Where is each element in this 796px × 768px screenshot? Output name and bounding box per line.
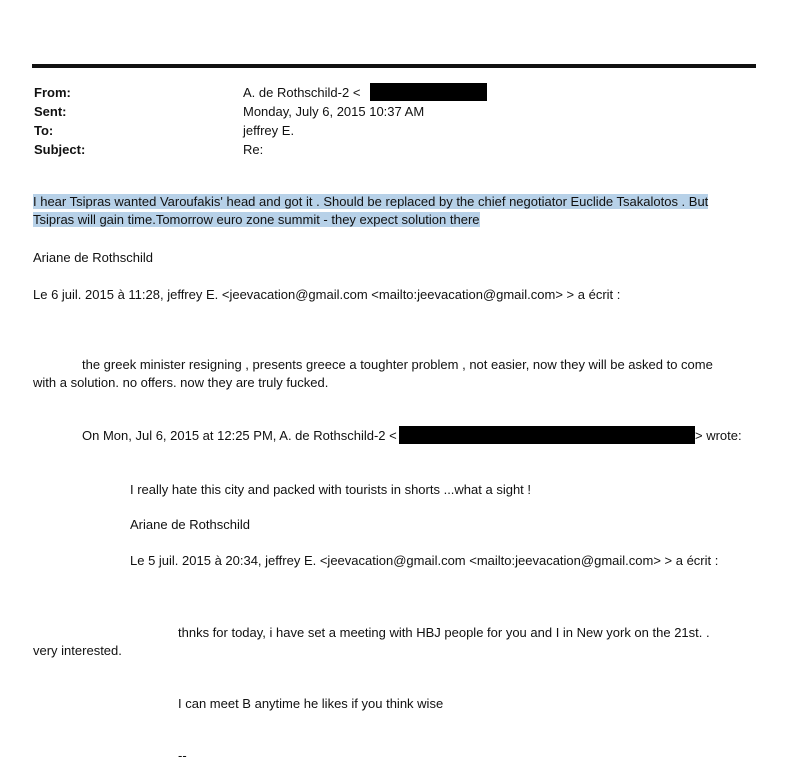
from-value: A. de Rothschild-2 < (243, 85, 361, 100)
quoted-message-line: with a solution. no offers. now they are truly fucked. (33, 375, 329, 390)
signature: Ariane de Rothschild (33, 250, 153, 265)
quoted-message: I can meet B anytime he likes if you think wise (178, 696, 444, 711)
highlighted-line-2 (33, 211, 480, 228)
quoted-message-line: the greek minister resigning , presents greece a toughter problem , not easier, now they will be asked to come (82, 357, 713, 372)
signature: Ariane de Rothschild (130, 517, 250, 532)
quoted-message-line: very interested. (33, 643, 122, 658)
redaction-bar (370, 83, 487, 101)
quote-intro-suffix: > wrote: (695, 428, 742, 443)
signature-dashes: -- (178, 748, 187, 763)
header-divider (32, 64, 756, 68)
subject-label: Subject: (34, 142, 86, 157)
quoted-message-line: thnks for today, i have set a meeting with HBJ people for you and I in New york on the 21st. . (178, 625, 710, 640)
sent-value: Monday, July 6, 2015 10:37 AM (243, 104, 425, 119)
highlighted-text: Tsipras will gain time.Tomorrow euro zone summit - they expect solution there (33, 212, 480, 227)
quote-intro: Le 6 juil. 2015 à 11:28, jeffrey E. <jeevacation@gmail.com <mailto:jeevacation@gmail.com> > a écrit : (33, 287, 621, 302)
quote-intro-prefix: On Mon, Jul 6, 2015 at 12:25 PM, A. de Rothschild-2 < (82, 428, 397, 443)
highlighted-line-1 (33, 193, 708, 210)
highlighted-text: I hear Tsipras wanted Varoufakis' head and got it . Should be replaced by the chief negotiator Euclide Tsakalotos . But (33, 194, 709, 209)
quoted-message: I really hate this city and packed with tourists in shorts ...what a sight ! (130, 482, 532, 497)
from-label: From: (34, 85, 71, 100)
subject-value: Re: (243, 142, 264, 157)
sent-label: Sent: (34, 104, 67, 119)
redaction-bar (399, 426, 695, 444)
quote-intro: Le 5 juil. 2015 à 20:34, jeffrey E. <jeevacation@gmail.com <mailto:jeevacation@gmail.com> > a écrit : (130, 553, 719, 568)
to-label: To: (34, 123, 54, 138)
to-value: jeffrey E. (243, 123, 295, 138)
